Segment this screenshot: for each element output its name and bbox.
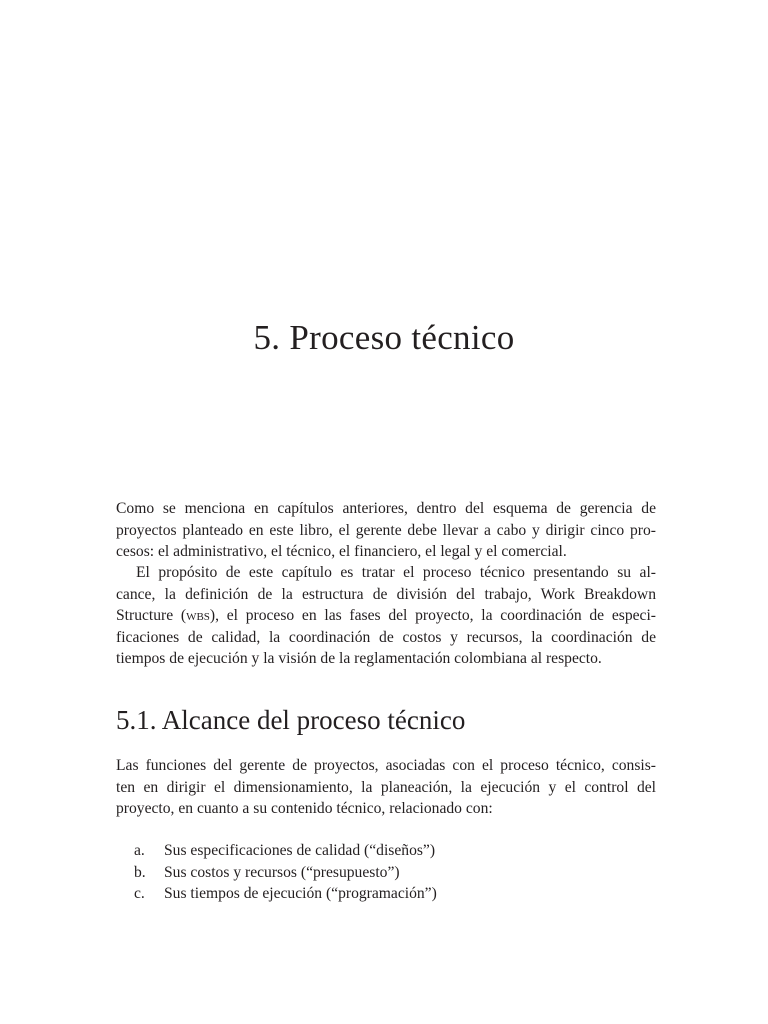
list-item-marker: a.: [134, 842, 145, 859]
purpose-line: El propósito de este capítulo es tratar el proceso técnico presentando su al-: [136, 564, 656, 581]
purpose-paragraph: [116, 562, 656, 670]
purpose-line: tiempos de ejecución y la visión de la reglamentación colombiana al respecto.: [116, 650, 602, 667]
list-item-text: Sus especificaciones de calidad (“diseños”): [164, 842, 436, 859]
intro-paragraph: [116, 498, 656, 563]
section-body-line: ten en dirigir el dimensionamiento, la planeación, la ejecución y el control del: [116, 778, 656, 796]
intro-line: cesos: el administrativo, el técnico, el financiero, el legal y el comercial.: [116, 543, 567, 560]
list-item-marker: c.: [134, 885, 145, 902]
purpose-line: Structure (wbs), el proceso en las fases del proyecto, la coordinación de especi-: [116, 607, 656, 624]
technical-content-list: [116, 840, 656, 905]
list-item: [116, 862, 656, 884]
section-title: 5.1. Alcance del proceso técnico: [116, 705, 466, 735]
intro-line: Como se menciona en capítulos anteriores, dentro del esquema de gerencia de: [116, 500, 656, 517]
intro-line: proyectos planteado en este libro, el gerente debe llevar a cabo y dirigir cinco pro-: [116, 521, 656, 539]
chapter-title: 5. Proceso técnico: [253, 318, 515, 357]
list-item-text: Sus costos y recursos (“presupuesto”): [164, 863, 400, 881]
list-item-marker: b.: [134, 863, 146, 881]
purpose-line: cance, la definición de la estructura de división del trabajo, Work Breakdown: [116, 585, 656, 603]
section-body-line: Las funciones del gerente de proyectos, asociadas con el proceso técnico, consis-: [116, 757, 656, 774]
list-item: [116, 840, 656, 862]
section-body-line: proyecto, en cuanto a su contenido técnico, relacionado con:: [116, 800, 493, 817]
list-item: [116, 883, 656, 905]
purpose-line: ficaciones de calidad, la coordinación de costos y recursos, la coordinación de: [116, 628, 656, 646]
list-item-text: Sus tiempos de ejecución (“programación”): [164, 885, 437, 902]
section-body-paragraph: [116, 755, 656, 820]
